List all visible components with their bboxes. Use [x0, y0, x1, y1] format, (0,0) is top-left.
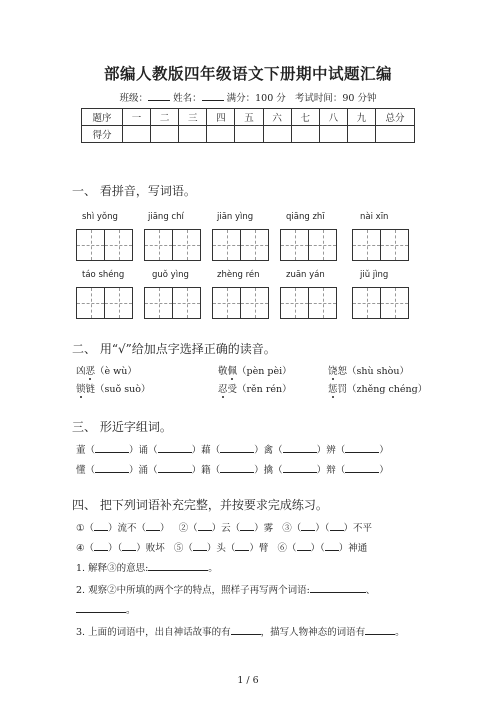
pinyin-label: nài xīn: [360, 212, 389, 222]
reading-item[interactable]: [328, 381, 427, 395]
answer-blank[interactable]: [345, 463, 379, 473]
item-text: （pèn pèi）: [237, 366, 292, 377]
char: 诵: [138, 445, 149, 456]
item-text: 恕（shù shòu）: [337, 366, 409, 377]
score-header-cell: 题序: [82, 109, 123, 126]
writing-grid[interactable]: [280, 287, 337, 319]
answer-blank[interactable]: [330, 521, 344, 531]
answer-blank[interactable]: [95, 443, 129, 453]
reading-item[interactable]: [218, 363, 292, 377]
answer-blank[interactable]: [146, 521, 160, 531]
writing-grid[interactable]: [352, 229, 409, 261]
idiom-text: ①（: [76, 523, 95, 534]
item-text: 敬: [218, 366, 228, 377]
char: 辨: [326, 445, 336, 456]
score-cell[interactable]: [319, 126, 347, 143]
answer-blank[interactable]: [283, 443, 317, 453]
dotted-char: 锁: [76, 384, 86, 395]
pinyin-label: shì yǒng: [82, 212, 118, 222]
writing-grid[interactable]: [144, 229, 201, 261]
idiom-text: ）雾: [254, 523, 274, 534]
idiom-text: ⑤（: [173, 543, 193, 554]
score-cell[interactable]: [179, 126, 207, 143]
score-header-cell: 总分: [376, 109, 415, 126]
char: 藉: [201, 445, 211, 456]
pinyin-label: zuān yán: [286, 270, 325, 280]
idiom-text: ）头（: [206, 543, 236, 554]
idiom-text: ③（: [282, 523, 302, 534]
idiom-text: ⑥（: [277, 543, 297, 554]
idiom-text: ）神通: [338, 543, 368, 554]
writing-grid[interactable]: [352, 287, 409, 319]
answer-blank[interactable]: [94, 541, 108, 551]
answer-blank[interactable]: [310, 583, 366, 593]
answer-blank[interactable]: [301, 521, 315, 531]
writing-grid[interactable]: [76, 287, 133, 319]
score-header-cell: 二: [151, 109, 179, 126]
idiom-row: [76, 540, 367, 554]
answer-blank[interactable]: [240, 521, 254, 531]
score-header-cell: 四: [207, 109, 235, 126]
full-score: 满分：100 分: [226, 93, 286, 104]
page-title: 部编人教版四年级语文下册期中试题汇编: [103, 64, 392, 83]
pinyin-label: jiǔ jìng: [360, 270, 389, 280]
dotted-char: 忍: [218, 384, 228, 395]
pinyin-label: zhèng rén: [217, 270, 260, 280]
name-label: 姓名：: [173, 93, 202, 104]
answer-blank[interactable]: [283, 463, 317, 473]
name-blank[interactable]: [202, 91, 224, 101]
pinyin-label: qiāng zhī: [286, 212, 325, 222]
section4-title: 四、 把下列词语补充完整，并按要求完成练习。: [72, 498, 328, 512]
pinyin-label: jiān yìng: [217, 212, 254, 222]
answer-blank[interactable]: [76, 603, 126, 613]
reading-item[interactable]: [76, 381, 150, 395]
class-blank[interactable]: [148, 91, 170, 101]
answer-blank[interactable]: [365, 625, 395, 635]
question-1: [76, 560, 218, 574]
idiom-text: ）（: [315, 523, 330, 534]
char: 擒: [263, 465, 274, 476]
score-cell[interactable]: [207, 126, 235, 143]
class-label: 班级：: [119, 93, 149, 104]
score-header-cell: 一: [123, 109, 151, 126]
idiom-text: ）流不（: [108, 523, 147, 534]
answer-blank[interactable]: [158, 463, 192, 473]
answer-blank[interactable]: [94, 521, 108, 531]
reading-item[interactable]: [76, 363, 137, 377]
idiom-text: ）: [160, 523, 170, 534]
score-cell[interactable]: [151, 126, 179, 143]
score-cell[interactable]: [347, 126, 375, 143]
writing-grid[interactable]: [212, 287, 269, 319]
score-header-cell: 三: [179, 109, 207, 126]
question-text: 、: [365, 585, 376, 596]
question-2: [76, 582, 375, 596]
reading-item[interactable]: [328, 363, 409, 377]
question-text: 。: [126, 605, 136, 616]
answer-blank[interactable]: [198, 521, 212, 531]
question-text: 3. 上面的词语中，出自神话故事的有: [76, 627, 231, 638]
answer-blank[interactable]: [148, 561, 208, 571]
writing-grid[interactable]: [212, 229, 269, 261]
answer-blank[interactable]: [231, 625, 261, 635]
dotted-char: 饶: [328, 366, 338, 377]
answer-blank[interactable]: [220, 463, 254, 473]
pinyin-label: jiāng chí: [148, 212, 184, 222]
idiom-text: ④（: [76, 543, 95, 554]
answer-blank[interactable]: [345, 443, 379, 453]
answer-blank[interactable]: [95, 463, 129, 473]
char: 懂: [76, 465, 86, 476]
idiom-text: ）不平: [343, 523, 373, 534]
answer-blank[interactable]: [220, 443, 254, 453]
word-group-row: 懂（ ）涌（ ）籍（ ）擒（ ）辩（ ）: [76, 465, 389, 476]
item-text: 链（suǒ suò）: [85, 384, 151, 395]
pinyin-label: táo shéng: [82, 270, 125, 280]
answer-blank[interactable]: [122, 541, 136, 551]
idiom-text: ）败坏: [136, 543, 165, 554]
question-text: 。: [395, 627, 405, 638]
idiom-text: ②（: [178, 523, 198, 534]
answer-blank[interactable]: [193, 541, 207, 551]
char: 籍: [201, 465, 211, 476]
writing-grid[interactable]: [280, 229, 337, 261]
reading-item[interactable]: [218, 381, 292, 395]
dotted-char: 佩: [227, 366, 238, 377]
score-header-cell: 九: [347, 109, 375, 126]
idiom-text: ）（: [310, 543, 325, 554]
item-text: 凶: [76, 366, 86, 377]
item-text: 罚（zhěng chéng）: [337, 384, 428, 395]
score-table: [81, 108, 415, 143]
score-cell[interactable]: [263, 126, 291, 143]
score-label: 得分: [82, 126, 123, 143]
question-text: 。: [208, 563, 218, 574]
score-header-row: [82, 109, 415, 126]
char: 禽: [263, 445, 274, 456]
section2-title: 二、 用“√”给加点字选择正确的读音。: [72, 342, 276, 356]
char: 辩: [326, 465, 336, 476]
idiom-text: ）臂: [249, 543, 269, 554]
item-text: （è wù）: [95, 366, 137, 377]
score-cell[interactable]: [235, 126, 263, 143]
score-cell[interactable]: [291, 126, 319, 143]
question-text: ，描写人物神态的词语有: [260, 627, 366, 638]
writing-grid[interactable]: [76, 229, 133, 261]
score-cell[interactable]: [376, 126, 415, 143]
answer-blank[interactable]: [235, 541, 249, 551]
pinyin-label: guǒ yìng: [152, 270, 189, 280]
char: 涌: [138, 465, 149, 476]
dotted-char: 惩: [328, 384, 338, 395]
answer-blank[interactable]: [297, 541, 311, 551]
question-text: 1. 解释③的意思:: [76, 563, 149, 574]
score-value-row: [82, 126, 415, 143]
idiom-row: [76, 520, 372, 534]
dotted-char: 恶: [85, 366, 96, 377]
page-number: 1 / 6: [237, 675, 259, 686]
score-header-cell: 七: [291, 109, 319, 126]
question-3: [76, 624, 405, 638]
score-header-cell: 六: [263, 109, 291, 126]
char: 董: [76, 445, 86, 456]
exam-info: [0, 90, 496, 104]
answer-blank[interactable]: [158, 443, 192, 453]
word-group-row: 董（ ）诵（ ）藉（ ）禽（ ）辨（ ）: [76, 445, 389, 456]
writing-grid[interactable]: [144, 287, 201, 319]
item-text: 受（rěn rén）: [227, 384, 292, 395]
idiom-text: ）云（: [211, 523, 241, 534]
answer-blank[interactable]: [325, 541, 339, 551]
question-text: 2. 观察②中所填的两个字的特点，照样子再写两个词语:: [76, 585, 310, 596]
question-2-cont: [76, 602, 136, 616]
score-header-cell: 八: [319, 109, 347, 126]
section3-title: 三、 形近字组词。: [72, 420, 172, 434]
score-cell[interactable]: [123, 126, 151, 143]
idiom-text: ）（: [108, 543, 123, 554]
score-header-cell: 五: [235, 109, 263, 126]
exam-time: 考试时间：90 分钟: [294, 93, 377, 104]
section1-title: 一、 看拼音，写词语。: [72, 184, 196, 198]
